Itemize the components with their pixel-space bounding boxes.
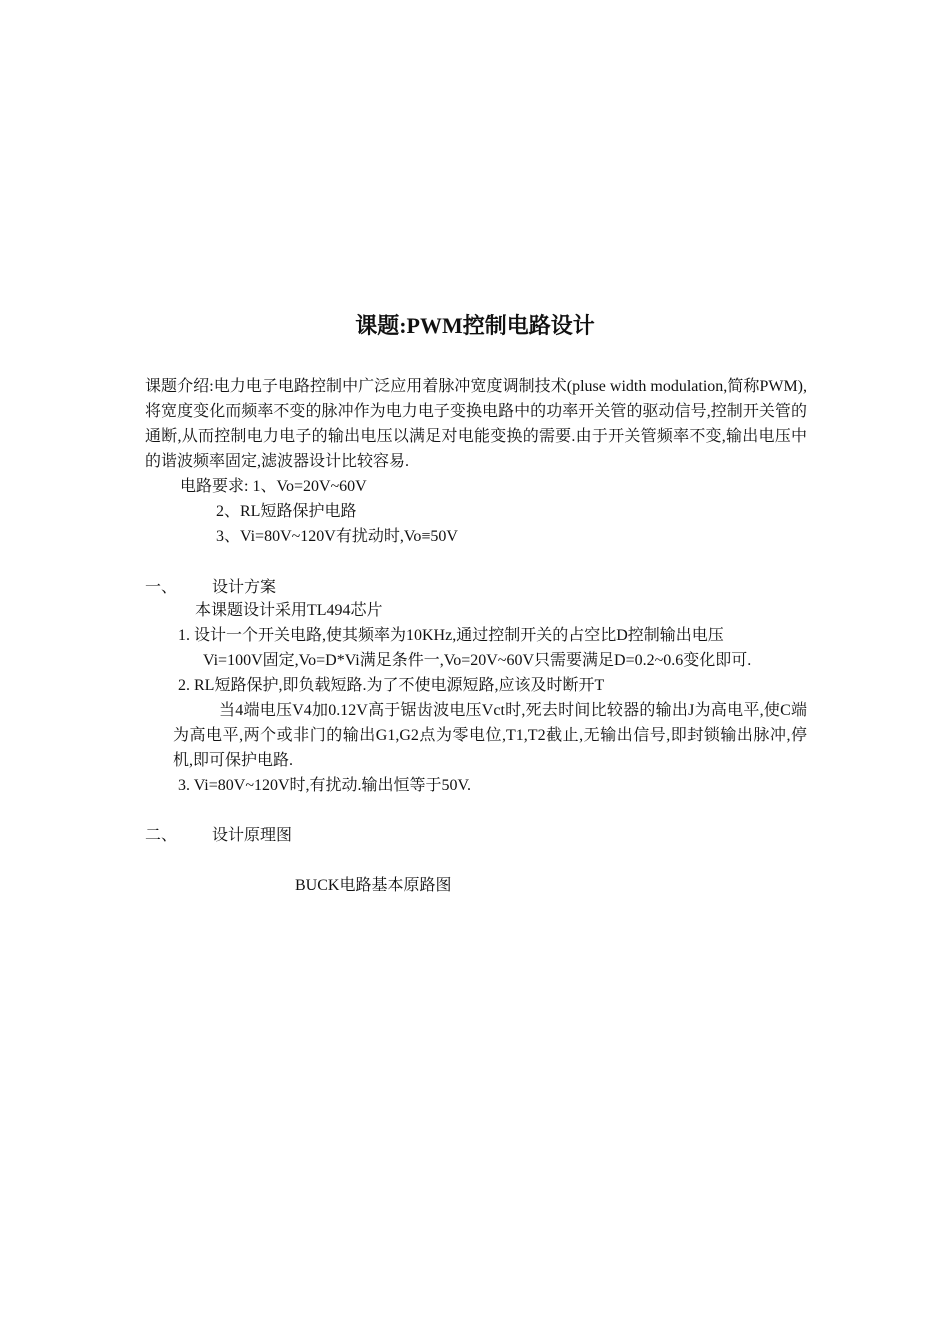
section-1-point-1-cont: Vi=100V固定,Vo=D*Vi满足条件一,Vo=20V~60V只需要满足D=0.2~0.6变化即可. (203, 652, 752, 669)
section-1-point-2-paragraph: 当4端电压V4加0.12V高于锯齿波电压Vct时,死去时间比较器的输出J为高电平,使C端为高电平,两个或非门的输出G1,G2点为零电位,T1,T2截止,无输出信号,即封锁输出脉冲,停机,即可保护电路. (173, 702, 807, 769)
section-1-point-1: 1. 设计一个开关电路,使其频率为10KHz,通过控制开关的占空比D控制输出电压 (178, 627, 724, 644)
section-2-number: 二、 (145, 827, 178, 844)
section-1-heading: 设计方案 (212, 579, 277, 596)
section-1-number: 一、 (145, 579, 178, 596)
requirement-item-2: 2、RL短路保护电路 (216, 503, 357, 520)
figure-caption: BUCK电路基本原路图 (295, 877, 452, 894)
section-1-chip-line: 本课题设计采用TL494芯片 (195, 602, 383, 619)
document-title: 课题:PWM控制电路设计 (355, 313, 595, 338)
requirements-lead: 电路要求: 1、Vo=20V~60V (180, 478, 367, 495)
intro-paragraph: 课题介绍:电力电子电路控制中广泛应用着脉冲宽度调制技术(pluse width modulation,简称PWM),将宽度变化而频率不变的脉冲作为电力电子变换电路中的功率开关管的驱动信号,控制开关管的通断,从而控制电力电子的输出电压以满足对电能变换的需要.由于开关管频率不变,输出电压中的谐波频率固定,滤波器设计比较容易. (145, 378, 807, 470)
section-1-point-3: 3. Vi=80V~120V时,有扰动.输出恒等于50V. (178, 777, 472, 794)
section-1-point-2: 2. RL短路保护,即负载短路.为了不使电源短路,应该及时断开T (178, 677, 605, 694)
section-2-heading: 设计原理图 (212, 827, 293, 844)
requirement-item-3: 3、Vi=80V~120V有扰动时,Vo≡50V (216, 528, 458, 545)
